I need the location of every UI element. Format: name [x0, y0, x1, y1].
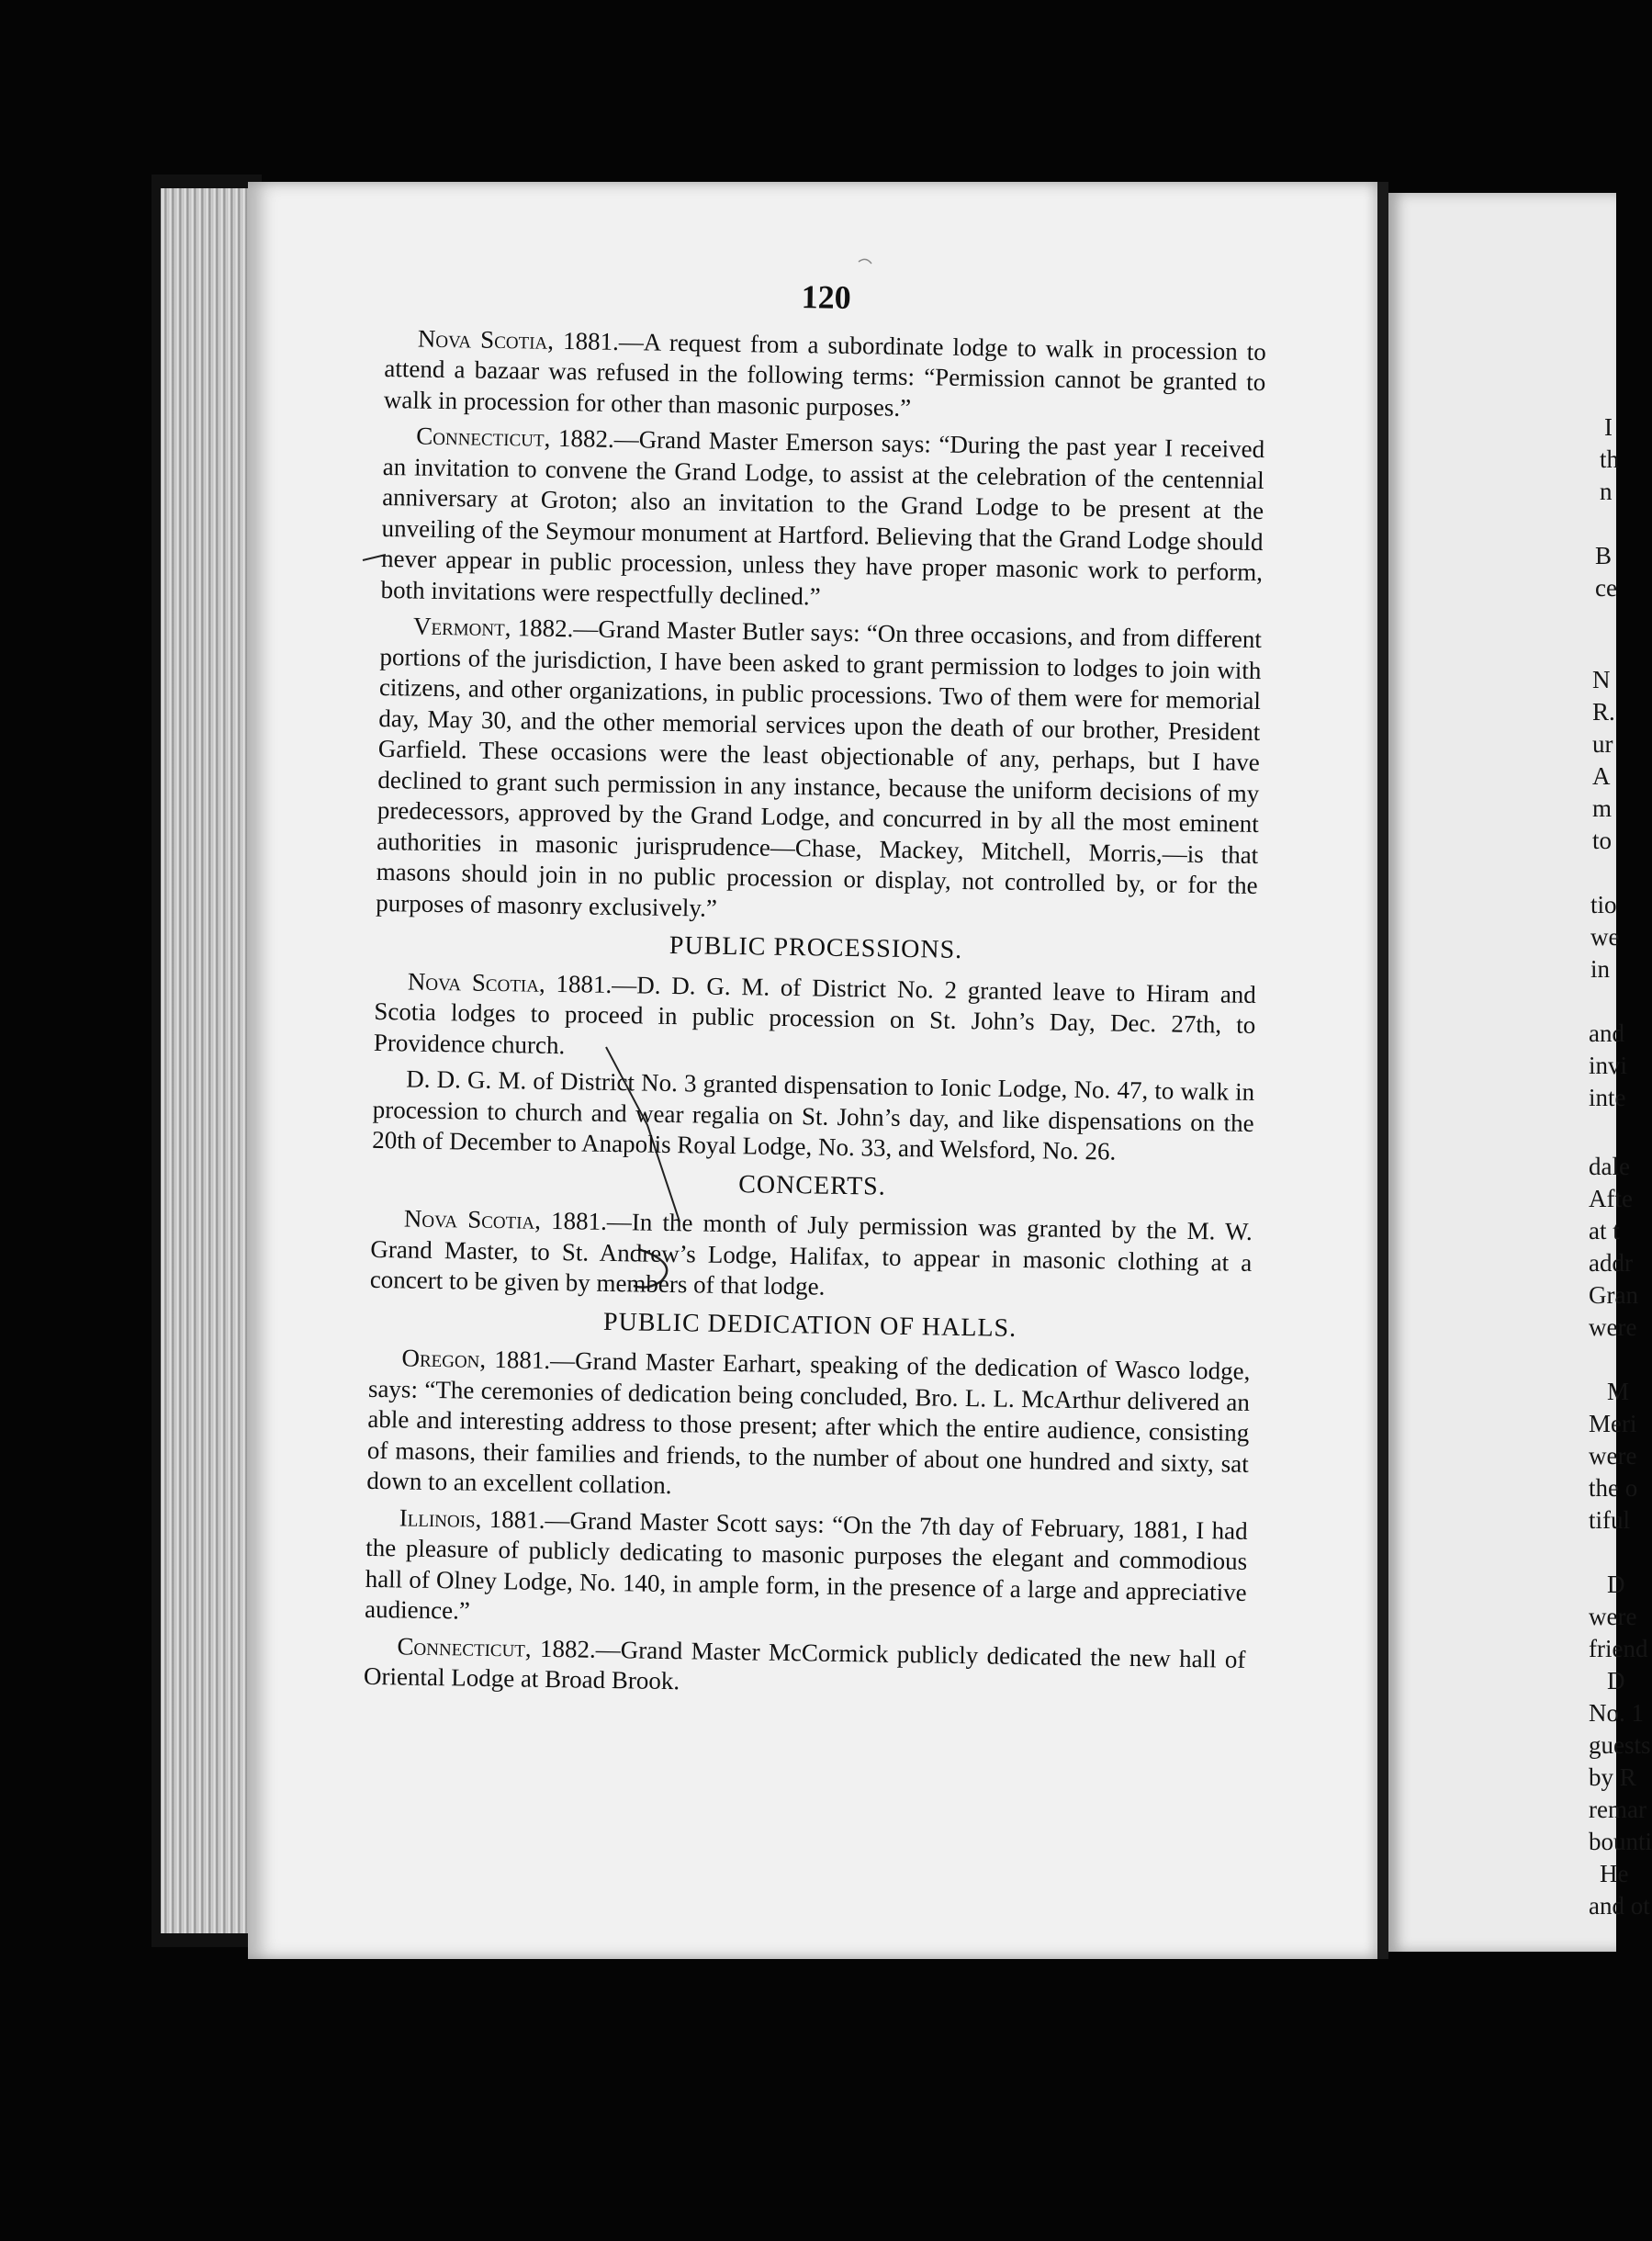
paragraph-text: 1881.—In the month of July permission was granted by the M. W. Grand Master, to St. Andrew’s Lodge, Halifax, to appear in masonic clothing at a concert to be given by members of that lodge.: [369, 1206, 1253, 1301]
right-fragment: N: [1592, 666, 1611, 693]
page-text: [364, 276, 1267, 1711]
right-fragment: tio: [1590, 891, 1617, 918]
right-fragment: by R: [1589, 1763, 1636, 1791]
paragraph-place: Connecticut,: [416, 422, 551, 452]
paragraph-text: 1881.—A request from a subordinate lodge to walk in procession to attend a bazaar was refused in the following terms: “Permission cannot be granted to walk in procession for other than masonic purposes.”: [383, 326, 1267, 422]
paragraph-place: Oregon,: [401, 1344, 487, 1373]
paragraph-text: 1882.—Grand Master Butler says: “On three occasions, and from different portions of the jurisdiction, I have been asked to grant permission to lodges to join with citizens, and other organizations, in public processions. Two of them were for memorial day, May 30, and the other memorial services upon the death of our brother, President Garfield. These occasions were the least objectionable of any, perhaps, but I have declined to grant such permission in any instance, because the uniform decisions of my predecessors, approved by the Grand Lodge, and concurred in by all the most eminent authorities in masonic jurisprudence—Chase, Mackey, Mitchell, Morris,—is that masons should join in no public procession or display, not controlled by, or for the purposes of masonry exclusively.”: [376, 614, 1263, 922]
paragraph-text: 1882.—Grand Master Emerson says: “During the past year I received an invitation to convene the Grand Lodge, to assist at the celebration of the centennial anniversary at Groton; also an invitation to the Grand Lodge to be present at the unveiling of the Seymour monument at Hartford. Believing that the Grand Lodge should never appear in public procession, unless they have proper masonic work to perform, both invitations were respectfully declined.”: [380, 423, 1265, 610]
right-fragment: th: [1600, 445, 1620, 473]
right-fragment: A: [1592, 762, 1611, 790]
paragraph-place: Connecticut,: [397, 1631, 532, 1662]
right-fragment: Gran: [1589, 1281, 1638, 1309]
paragraph: [380, 421, 1264, 619]
paragraph-text: 1881.—Grand Master Earhart, speaking of the dedication of Wasco lodge, says: “The ceremonies of dedication being concluded, Bro. L. L. McArthur delivered an able and interesting address to those present; after which the entire audience, consisting of masons, their families and friends, to the number of about one hundred and sixty, sat down to an excellent collation.: [366, 1345, 1251, 1500]
paragraph: [372, 1064, 1254, 1170]
right-fragment: He: [1600, 1860, 1629, 1887]
right-fragment: remar: [1589, 1796, 1646, 1823]
section-heading: PUBLIC DEDICATION OF HALLS.: [602, 1307, 1017, 1343]
right-fragment: D: [1607, 1571, 1625, 1598]
paragraph-place: Nova Scotia,: [407, 966, 545, 997]
paragraph-text: 1881.—Grand Master Scott says: “On the 7th day of February, 1881, I had the pleasure of publicly dedicating to masonic purposes the elegant and commodious hall of Olney Lodge, No. 140, in ample form, in the presence of a large and appreciative audience.”: [364, 1504, 1248, 1625]
paragraph-place: Nova Scotia,: [417, 324, 555, 355]
paragraph: [366, 1343, 1251, 1511]
right-fragment: B: [1595, 542, 1613, 569]
right-fragment: friend: [1589, 1635, 1648, 1662]
right-fragment: ur: [1592, 730, 1613, 758]
paragraph-place: Nova Scotia,: [403, 1204, 542, 1234]
right-fragment: ce: [1595, 574, 1617, 602]
right-fragment: in: [1590, 955, 1611, 983]
section-heading: CONCERTS.: [737, 1169, 887, 1201]
right-fragment: and: [1589, 1019, 1624, 1047]
paragraph: [365, 1502, 1248, 1639]
right-fragment: were: [1589, 1603, 1637, 1630]
paragraph: [384, 322, 1266, 429]
right-fragment: I: [1604, 413, 1613, 441]
paragraph-text: 1881.—D. D. G. M. of District No. 2 granted leave to Hiram and Scotia lodges to proceed in public procession on St. John’s Day, Dec. 27th, to Providence church.: [373, 969, 1257, 1059]
paragraph: [364, 1630, 1246, 1706]
right-fragment: M: [1607, 1378, 1630, 1405]
right-fragment: and ot: [1589, 1892, 1650, 1920]
page-sections: [364, 322, 1266, 1706]
right-fragment: at t: [1589, 1217, 1620, 1244]
paragraph-place: Illinois,: [399, 1503, 482, 1533]
right-fragment: addr: [1589, 1249, 1633, 1277]
right-fragment: n: [1600, 478, 1613, 505]
right-fragment: inte: [1589, 1084, 1626, 1111]
right-fragment: D: [1607, 1667, 1625, 1695]
right-fragment: Afte: [1589, 1185, 1633, 1212]
right-fragment: to: [1592, 827, 1613, 854]
page-number: 120: [801, 278, 852, 316]
right-fragment: Meri: [1589, 1410, 1637, 1437]
paragraph-place: Vermont,: [412, 612, 511, 642]
right-fragment: bounti: [1589, 1828, 1652, 1855]
book-gutter: [1377, 182, 1388, 1959]
right-fragment: dale: [1589, 1153, 1630, 1180]
right-fragment: guests: [1589, 1731, 1651, 1759]
right-fragment: No. 1: [1589, 1699, 1644, 1727]
paragraph-text: D. D. G. M. of District No. 3 granted dispensation to Ionic Lodge, No. 47, to walk in procession to church and wear regalia on St. John’s day, and like dispensations on the 20th of December to Anapolis Royal Lodge, No. 33, and Welsford, No. 26.: [371, 1064, 1255, 1166]
paragraph: [370, 1203, 1253, 1310]
right-page-text: [1388, 193, 1652, 1952]
right-fragment: were: [1589, 1313, 1637, 1341]
right-fragment: invi: [1589, 1052, 1628, 1079]
right-fragment: tiful: [1589, 1506, 1630, 1534]
paragraph: [376, 611, 1262, 932]
right-fragment: were: [1589, 1442, 1637, 1470]
section-heading: PUBLIC PROCESSIONS.: [669, 930, 963, 964]
paragraph-text: 1882.—Grand Master McCormick publicly dedicated the new hall of Oriental Lodge at Broad Brook.: [363, 1634, 1246, 1695]
right-fragment: we: [1590, 923, 1620, 951]
right-fragment: R.: [1592, 698, 1615, 726]
right-fragment: the o: [1589, 1474, 1638, 1502]
page-edges: [161, 188, 262, 1933]
paragraph: [374, 965, 1256, 1072]
right-page: [1388, 193, 1652, 1952]
right-fragment: m: [1592, 794, 1613, 822]
